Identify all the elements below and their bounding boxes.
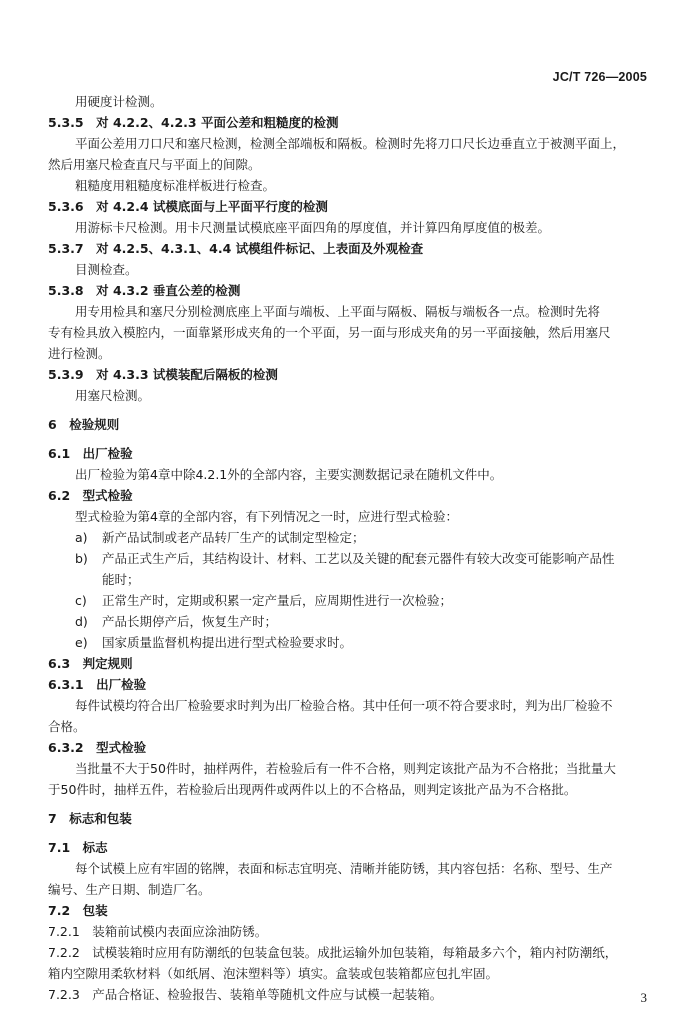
body-text: 用硬度计检测。 — [75, 94, 163, 109]
body-text: 专有检具放入模腔内，一面靠紧形成夹角的一个平面，另一面与形成夹角的另一平面接触，然后用塞尺 — [48, 325, 611, 340]
section-heading-5-3-9: 5.3.9 对 4.3.3 试模装配后隔板的检测 — [48, 367, 278, 382]
body-text: 用游标卡尺检测。用卡尺测量试模底座平面四角的厚度值，并计算四角厚度值的极差。 — [75, 220, 551, 235]
section-heading-5-3-5: 5.3.5 对 4.2.2、4.2.3 平面公差和粗糙度的检测 — [48, 115, 339, 130]
body-text: 每件试模均符合出厂检验要求时判为出厂检验合格。其中任何一项不符合要求时，判为出厂检验不 — [75, 698, 613, 713]
body-text: 箱内空隙用柔软材料（如纸屑、泡沫塑料等）填实。盒装或包装箱都应包扎牢固。 — [48, 966, 499, 981]
body-text: 合格。 — [48, 719, 86, 734]
body-text: 目测检查。 — [75, 262, 138, 277]
list-text: 能时； — [102, 572, 140, 587]
section-heading-5-3-8: 5.3.8 对 4.3.2 垂直公差的检测 — [48, 283, 241, 298]
section-heading-6-3-1: 6.3.1 出厂检验 — [48, 677, 147, 692]
body-text: 编号、生产日期、制造厂名。 — [48, 882, 211, 897]
body-text: 型式检验为第4章的全部内容，有下列情况之一时，应进行型式检验： — [75, 509, 458, 524]
body-text: 出厂检验为第4章中除4.2.1外的全部内容，主要实测数据记录在随机文件中。 — [75, 467, 503, 482]
list-text: 产品正式生产后，其结构设计、材料、工艺以及关键的配套元器件有较大改变可能影响产品性 — [102, 551, 615, 566]
list-text: 国家质量监督机构提出进行型式检验要求时。 — [102, 635, 353, 650]
body-text: 当批量不大于50件时，抽样两件，若检验后有一件不合格，则判定该批产品为不合格批；当批量大 — [75, 761, 616, 776]
body-text: 每个试模上应有牢固的铭牌，表面和标志宜明亮、清晰并能防锈，其内容包括：名称、型号、生产 — [75, 861, 613, 876]
section-heading-6-1: 6.1 出厂检验 — [48, 446, 133, 461]
body-text: 平面公差用刀口尺和塞尺检测，检测全部端板和隔板。检测时先将刀口尺长边垂直立于被测平面上， — [75, 136, 626, 151]
list-label: d) — [75, 614, 88, 629]
body-text: 于50件时，抽样五件，若检验后出现两件或两件以上的不合格品，则判定该批产品为不合格批。 — [48, 782, 577, 797]
list-item — [75, 614, 652, 630]
body-text: 粗糙度用粗糙度标准样板进行检查。 — [75, 178, 276, 193]
section-heading-5-3-7: 5.3.7 对 4.2.5、4.3.1、4.4 试模组件标记、上表面及外观检查 — [48, 241, 424, 256]
page-number: 3 — [640, 990, 647, 1005]
section-heading-7-2: 7.2 包装 — [48, 903, 108, 918]
section-heading-5-3-6: 5.3.6 对 4.2.4 试模底面与上平面平行度的检测 — [48, 199, 328, 214]
chapter-heading-7: 7 标志和包装 — [48, 811, 132, 826]
section-heading-6-2: 6.2 型式检验 — [48, 488, 133, 503]
list-item — [75, 551, 652, 567]
list-label: a) — [75, 530, 88, 545]
body-text: 用专用检具和塞尺分别检测底座上平面与端板、上平面与隔板、隔板与端板各一点。检测时先将 — [75, 304, 601, 319]
clause-7-2-1: 7.2.1 装箱前试模内表面应涂油防锈。 — [48, 924, 268, 939]
standard-code: JC/T 726—2005 — [552, 70, 647, 84]
clause-7-2-2: 7.2.2 试模装箱时应用有防潮纸的包装盒包装。成批运输外加包装箱，每箱最多六个，箱内衬防潮纸， — [48, 945, 618, 960]
body-text: 用塞尺检测。 — [75, 388, 151, 403]
section-heading-7-1: 7.1 标志 — [48, 840, 108, 855]
body-text: 然后用塞尺检查直尺与平面上的间隙。 — [48, 157, 261, 172]
list-item — [75, 635, 652, 651]
list-label: c) — [75, 593, 87, 608]
list-text: 产品长期停产后，恢复生产时； — [102, 614, 278, 629]
list-text: 正常生产时，定期或积累一定产量后，应周期性进行一次检验； — [102, 593, 453, 608]
list-item — [75, 530, 652, 546]
section-heading-6-3: 6.3 判定规则 — [48, 656, 133, 671]
list-item — [75, 593, 652, 609]
list-label: e) — [75, 635, 88, 650]
list-item — [75, 572, 652, 588]
chapter-heading-6: 6 检验规则 — [48, 417, 120, 432]
body-text: 进行检测。 — [48, 346, 111, 361]
list-text: 新产品试制或老产品转厂生产的试制定型检定； — [102, 530, 365, 545]
list-label: b) — [75, 551, 88, 566]
section-heading-6-3-2: 6.3.2 型式检验 — [48, 740, 147, 755]
clause-7-2-3: 7.2.3 产品合格证、检验报告、装箱单等随机文件应与试模一起装箱。 — [48, 987, 443, 1002]
